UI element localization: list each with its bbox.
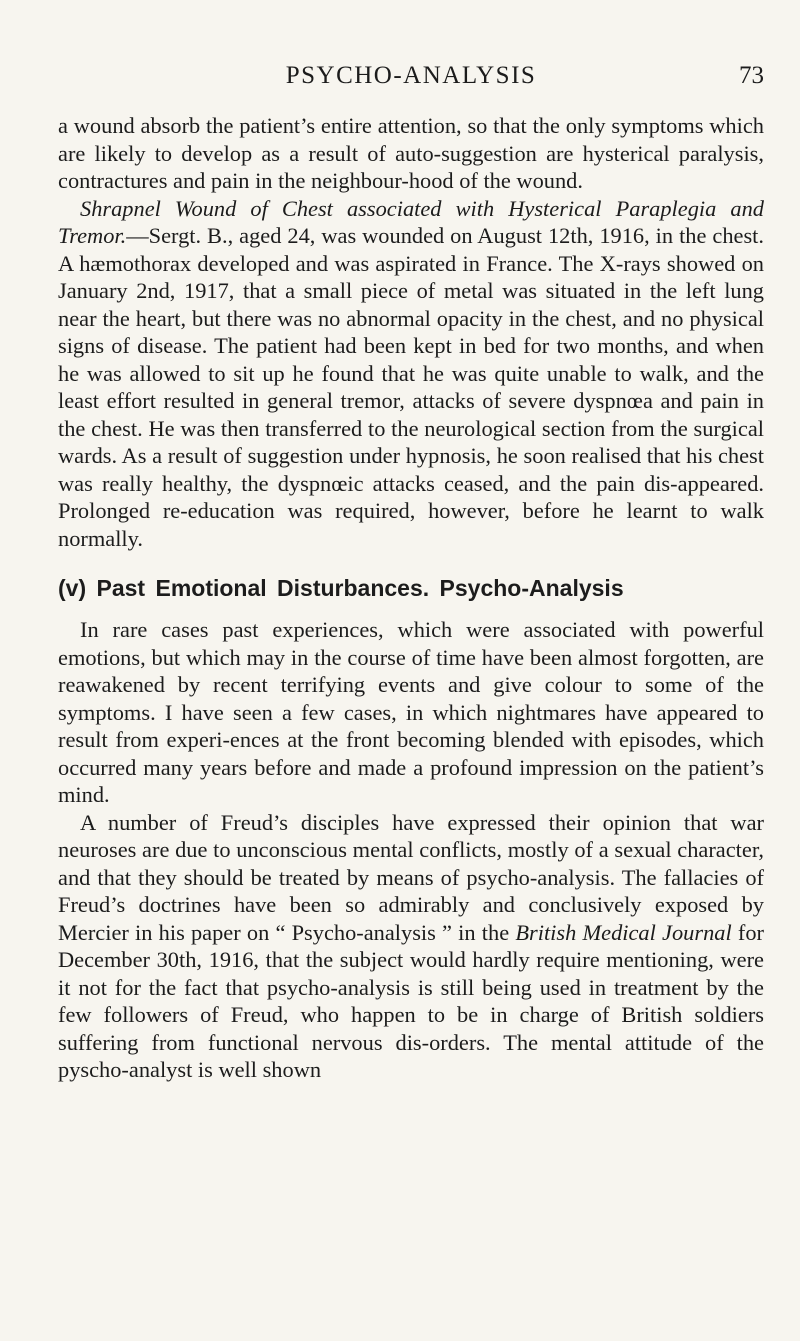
case-body: —Sergt. B., aged 24, was wounded on August 12th, 1916, in the chest. A hæmothorax developed and was aspirated in France. The X-rays showed on January 2nd, 1917, that a small piece of metal was situated in the left lung near the heart, but there was no abnormal opacity in the chest, and no physical signs of disease. The patient had been kept in bed for two months, and when he was allowed to sit up he found that he was quite unable to walk, and the least effort resulted in general tremor, attacks of severe dyspnœa and pain in the chest. He was then transferred to the neurological section from the surgical wards. As a result of suggestion under hypnosis, he soon realised that his chest was really healthy, the dyspnœic attacks ceased, and the pain dis-appeared. Prolonged re-education was required, however, before he learnt to walk normally. bbox=[58, 223, 764, 551]
case-report-paragraph bbox=[58, 195, 764, 553]
journal-title: British Medical Journal bbox=[515, 919, 732, 945]
page-body bbox=[58, 112, 764, 1084]
paragraph-freud bbox=[58, 809, 764, 1084]
paragraph-freud-part-b: for December 30th, 1916, that the subject would hardly require mentioning, were it not for the fact that psycho-analysis is still being used in treatment by the few followers of Freud, who happen to be in charge of British soldiers suffering from functional nervous dis-orders. The mental attitude of the pyscho-analyst is well shown bbox=[58, 919, 765, 1082]
case-title: Shrapnel Wound of Chest associated with Hysterical Paraplegia and Tremor. bbox=[58, 195, 764, 248]
paragraph-freud-part-a: A number of Freud’s disciples have expressed their opinion that war neuroses are due to unconscious mental conflicts, mostly of a sexual character, and that they should be treated by means of psycho-analysis. The fallacies of Freud’s doctrines have been so admirably and conclusively exposed by Mercier in his paper on “ Psycho-analysis ” in the bbox=[58, 809, 764, 945]
running-header bbox=[58, 62, 764, 102]
section-heading: (v) Past Emotional Disturbances. Psycho-Analysis bbox=[58, 575, 624, 601]
page-number: 73 bbox=[739, 62, 764, 89]
paragraph-continuation: a wound absorb the patient’s entire attention, so that the only symptoms which are likely to develop as a result of auto-suggestion are hysterical paralysis, contractures and pain in the neighbour-hood of the wound. bbox=[58, 113, 764, 193]
running-title: PSYCHO-ANALYSIS bbox=[285, 62, 537, 89]
paragraph-past-emotional: In rare cases past experiences, which were associated with powerful emotions, but which may in the course of time have been almost forgotten, are reawakened by recent terrifying events and give colour to some of the symptoms. I have seen a few cases, in which nightmares have appeared to result from experi-ences at the front becoming blended with episodes, which occurred many years before and made a profound impression on the patient’s mind. bbox=[58, 617, 764, 807]
